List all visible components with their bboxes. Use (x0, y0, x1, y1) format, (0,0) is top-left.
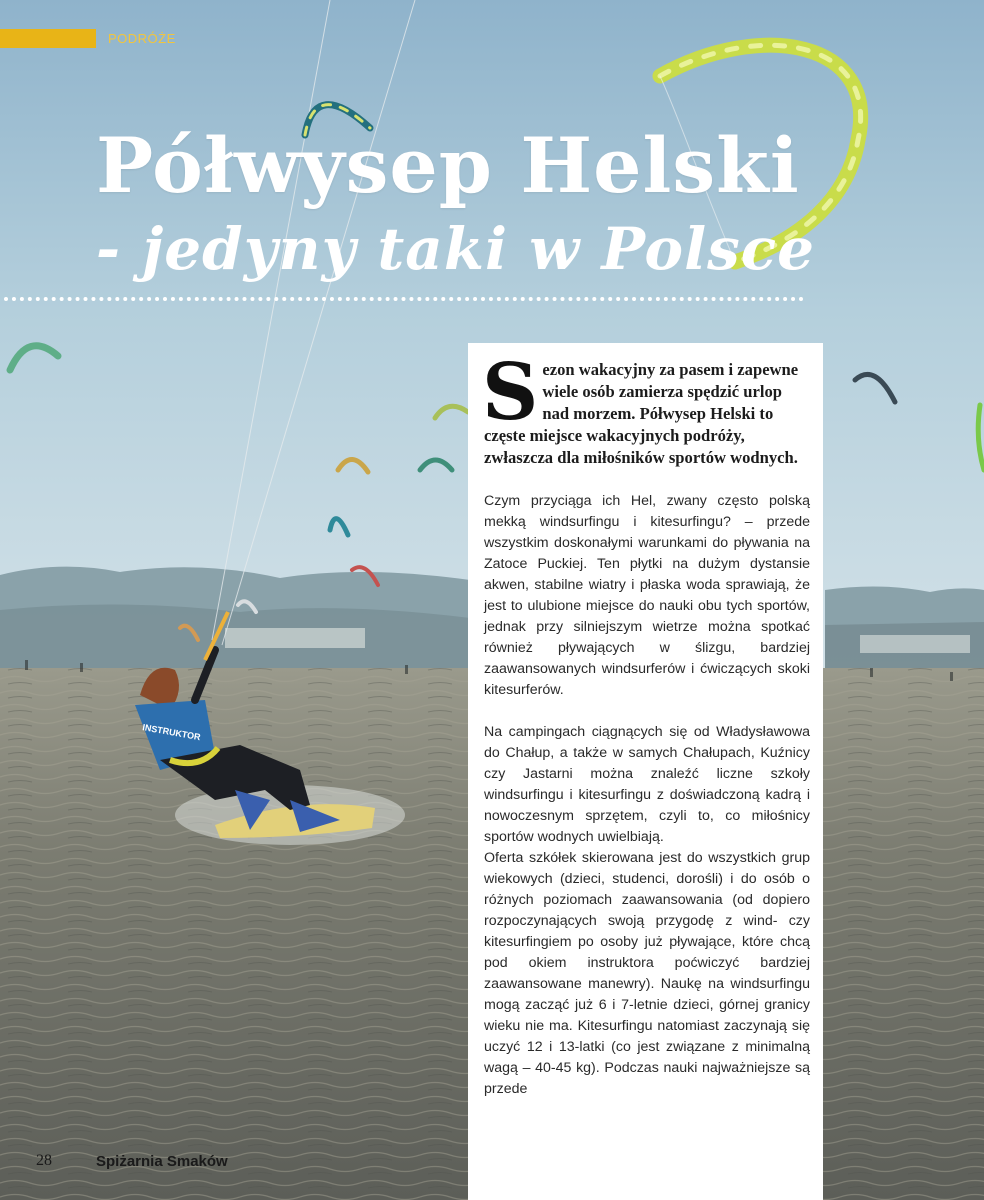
article-paragraph-1: Czym przyciąga ich Hel, zwany często polską mekką windsurfingu i kitesurfingu? – przede wszystkim doskonałymi warunkami do pływania na Zatoce Puckiej. Ten płytki na dużym dystansie akwen, stabilne wiatry i płaska woda sprawiają, że jest to ulubione miejsce do nauki obu tych sportów, jednak przy silniejszym wietrze można spotkać również pływających w ślizgu, bardziej zaawansowanych windsurferów i ćwiczących skoki kitesurferów. (484, 493, 810, 698)
vest-label: INSTRUKTOR (141, 722, 202, 743)
dotted-divider (4, 297, 804, 301)
article-text-box (468, 343, 823, 1200)
article-subtitle: - jedyny taki w Polsce (96, 215, 816, 283)
section-label: PODRÓŻE (108, 31, 176, 46)
magazine-name: Spiżarnia Smaków (96, 1153, 228, 1170)
article-paragraph-3: Oferta szkółek skierowana jest do wszystkich grup wiekowych (dzieci, studenci, dorośli) i do osób o różnych poziomach zaawansowania (od dopiero rozpoczynających swoją przygodę z wind- czy kitesurfingiem po osoby już pływające, które chcą pod okiem instruktora poćwiczyć bardziej zaawansowane manewry). Naukę na windsurfingu mogą zacząć już 6 i 7-letnie dzieci, górnej granicy wieku nie ma. Kitesurfingu natomiast zaczynają się uczyć 12 i 13-latki (co jest związane z minimalną wagą – 40-45 kg). Podczas nauki najważniejsze są przede (484, 850, 810, 1097)
article-paragraph-2: Na campingach ciągnących się od Władysławowa do Chałup, a także w samych Chałupach, Kuźnicy czy Jastarni można znaleźć liczne szkoły windsurfingu i kitesurfingu z doświadczoną kadrą i nowoczesnym sprzętem, czyli to, co miłośnicy sportów wodnych uwielbiają. (484, 724, 810, 845)
page-number: 28 (36, 1152, 52, 1169)
article-title: Półwysep Helski (96, 121, 800, 210)
drop-cap: S (482, 347, 539, 438)
section-accent-bar (0, 29, 96, 48)
article-lead (482, 347, 810, 469)
lead-text: ezon wakacyjny za pasem i zapewne wiele osób zamierza spędzić urlop nad morzem. Półwysep Helski to częste miejsce wakacyjnych podróży, zwłaszcza dla miłośników sportów wodnych. (484, 360, 799, 467)
